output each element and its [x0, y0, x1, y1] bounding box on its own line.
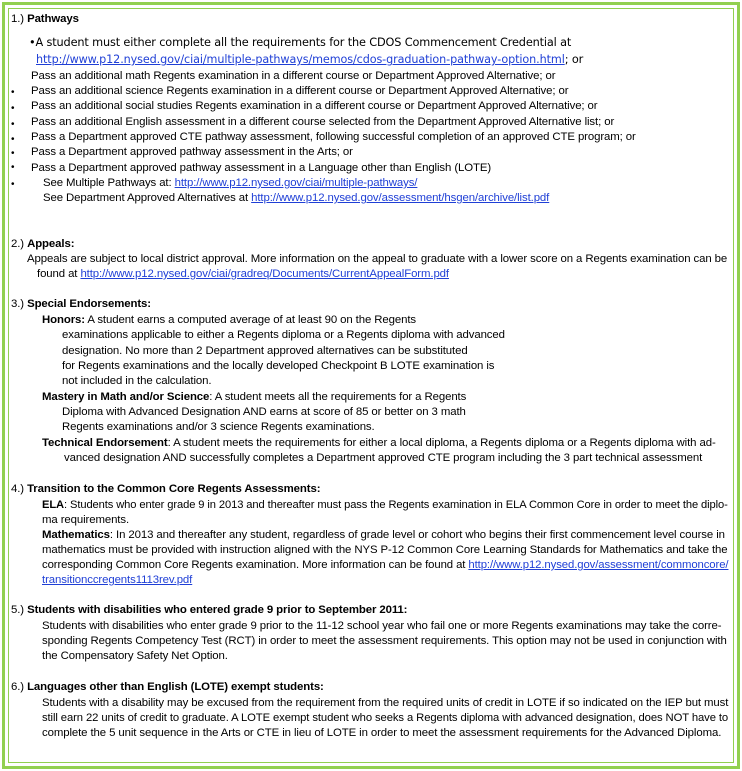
honors-label: Honors:	[42, 314, 85, 326]
technical-label: Technical Endorsement	[42, 437, 168, 449]
lote-line-1: Students with a disability may be excused from the requirement from the required units of credit in LOTE if so indicated on the IEP but must	[42, 697, 729, 709]
honors-line-2: examinations applicable to either a Regents diploma or a Regents diploma with advanced	[62, 329, 505, 341]
math-line-2: mathematics must be provided with instruction aligned with the NYS P-12 Common Core Learning Standards for Mathematics and take the	[42, 544, 728, 556]
ela-label: ELA	[42, 499, 65, 511]
pathway-item: Pass a Department approved pathway assessment in a Language other than English (LOTE)	[31, 162, 492, 174]
section-number: 2.)	[11, 238, 24, 250]
appeals-text: Appeals are subject to local district approval. More information on the appeal to graduate with a lower score on a Regents examination can be	[27, 253, 728, 265]
section-number: 6.)	[11, 681, 24, 693]
pathways-intro	[29, 36, 571, 50]
approved-alternatives-link[interactable]: http://www.p12.nysed.gov/assessment/hsgen/archive/list.pdf	[251, 192, 550, 204]
common-core-link[interactable]: http://www.p12.nysed.gov/assessment/commoncore/	[468, 559, 729, 571]
pathway-item: Pass a Department approved pathway assessment in the Arts; or	[31, 146, 353, 158]
bullet-icon: •	[11, 119, 15, 130]
section-number: 4.)	[11, 483, 24, 495]
see-label: See Multiple Pathways at:	[43, 177, 175, 189]
pathway-item: Pass an additional science Regents examination in a different course or Department Approved Alternative; or	[31, 85, 569, 97]
section-1-heading	[11, 12, 79, 26]
honors-text: A student earns a computed average of at least 90 on the Regents	[84, 314, 416, 326]
honors-line-1	[42, 313, 416, 327]
mastery-line-3: Regents examinations and/or 3 science Regents examinations.	[62, 421, 375, 433]
technical-line-2: vanced designation AND successfully completes a Department approved CTE program including the 3 part technical assessment	[64, 452, 703, 464]
bullet-icon: •	[11, 87, 15, 98]
section-title: Pathways	[27, 13, 79, 25]
math-label: Mathematics	[42, 529, 110, 541]
math-line-1	[42, 528, 725, 542]
disabilities-line-3: the Compensatory Safety Net Option.	[42, 650, 228, 662]
honors-line-5: not included in the calculation.	[62, 375, 212, 387]
section-number: 1.)	[11, 13, 24, 25]
link-suffix: ; or	[564, 53, 584, 66]
found-at-label: found at	[37, 268, 81, 280]
bullet-icon: •	[29, 36, 36, 49]
disabilities-line-1: Students with disabilities who enter grade 9 prior to the 11-12 school year who fail one or more Regents examinations may take the corre-	[42, 620, 722, 632]
technical-text: : A student meets the requirements for either a local diploma, a Regents diploma or a Regents diploma with ad-	[167, 437, 716, 449]
mastery-line-1	[42, 390, 466, 404]
appeal-form-link[interactable]: http://www.p12.nysed.gov/ciai/gradreq/Documents/CurrentAppealForm.pdf	[80, 268, 449, 280]
section-number: 3.)	[11, 298, 24, 310]
math-line-3	[42, 558, 728, 572]
cdos-pathway-link[interactable]: http://www.p12.nysed.gov/ciai/multiple-pathways/memos/cdos-graduation-pathway-option.html	[36, 53, 565, 66]
mastery-text: : A student meets all the requirements for a Regents	[209, 391, 467, 403]
honors-line-4: for Regents examinations and the locally developed Checkpoint B LOTE examination is	[62, 360, 495, 372]
see-approved-alternatives	[43, 191, 549, 205]
section-title: Special Endorsements:	[27, 298, 151, 310]
appeals-link-line	[37, 267, 449, 281]
math-text: corresponding Common Core Regents examination. More information can be found at	[42, 559, 469, 571]
section-3-heading	[11, 297, 151, 311]
math-text: : In 2013 and thereafter any student, regardless of grade level or cohort who begins their first commencement level course in	[109, 529, 725, 541]
multiple-pathways-link[interactable]: http://www.p12.nysed.gov/ciai/multiple-pathways/	[174, 177, 418, 189]
math-line-4	[42, 573, 192, 587]
lote-line-2: still earn 22 units of credit to graduate. A LOTE exempt student who seeks a Regents diploma with advanced designation, does NOT have to	[42, 712, 729, 724]
section-5-heading	[11, 603, 407, 617]
section-title: Languages other than English (LOTE) exempt students:	[27, 681, 324, 693]
disabilities-line-2: sponding Regents Competency Test (RCT) in order to meet the assessment requirements. This option may not be used in conjunction with	[42, 635, 727, 647]
common-core-link-continued[interactable]: transitionccregents1113rev.pdf	[42, 574, 193, 586]
pathway-item: Pass an additional English assessment in a different course selected from the Department Approved Alternative list; or	[31, 116, 615, 128]
section-4-heading	[11, 482, 320, 496]
lote-line-3: complete the 5 unit sequence in the Arts or CTE in lieu of LOTE in order to meet the assessment requirements for the Advanced Diploma.	[42, 727, 722, 739]
ela-text: : Students who enter grade 9 in 2013 and thereafter must pass the Regents examination in ELA Common Core in order to meet the diplo-	[64, 499, 728, 511]
bullet-icon: •	[11, 148, 15, 159]
bullet-icon: •	[11, 134, 15, 145]
bullet-icon: •	[11, 179, 15, 190]
section-title: Appeals:	[27, 238, 75, 250]
pathway-item: Pass an additional math Regents examination in a different course or Department Approved Alternative; or	[31, 70, 556, 82]
bullet-icon: •	[11, 162, 15, 173]
section-number: 5.)	[11, 604, 24, 616]
technical-line-1	[42, 436, 716, 450]
see-multiple-pathways	[43, 176, 417, 190]
ela-line-2: ma requirements.	[42, 514, 130, 526]
section-6-heading	[11, 680, 324, 694]
see-label: See Department Approved Alternatives at	[43, 192, 252, 204]
section-title: Students with disabilities who entered grade 9 prior to September 2011:	[27, 604, 408, 616]
section-title: Transition to the Common Core Regents Assessments:	[27, 483, 321, 495]
ela-line-1	[42, 498, 728, 512]
mastery-label: Mastery in Math and/or Science	[42, 391, 210, 403]
section-2-heading	[11, 237, 74, 251]
honors-line-3: designation. No more than 2 Department approved alternatives can be substituted	[62, 345, 468, 357]
pathway-item: Pass an additional social studies Regents examination in a different course or Department Approved Alternative; or	[31, 100, 598, 112]
mastery-line-2: Diploma with Advanced Designation AND earns at score of 85 or better on 3 math	[62, 406, 466, 418]
cdos-link-line	[36, 53, 583, 67]
bullet-icon: •	[11, 103, 15, 114]
pathway-item: Pass a Department approved CTE pathway assessment, following successful completion of an approved CTE program; or	[31, 131, 636, 143]
pathways-intro-text: A student must either complete all the requirements for the CDOS Commencement Credential at	[35, 36, 572, 49]
